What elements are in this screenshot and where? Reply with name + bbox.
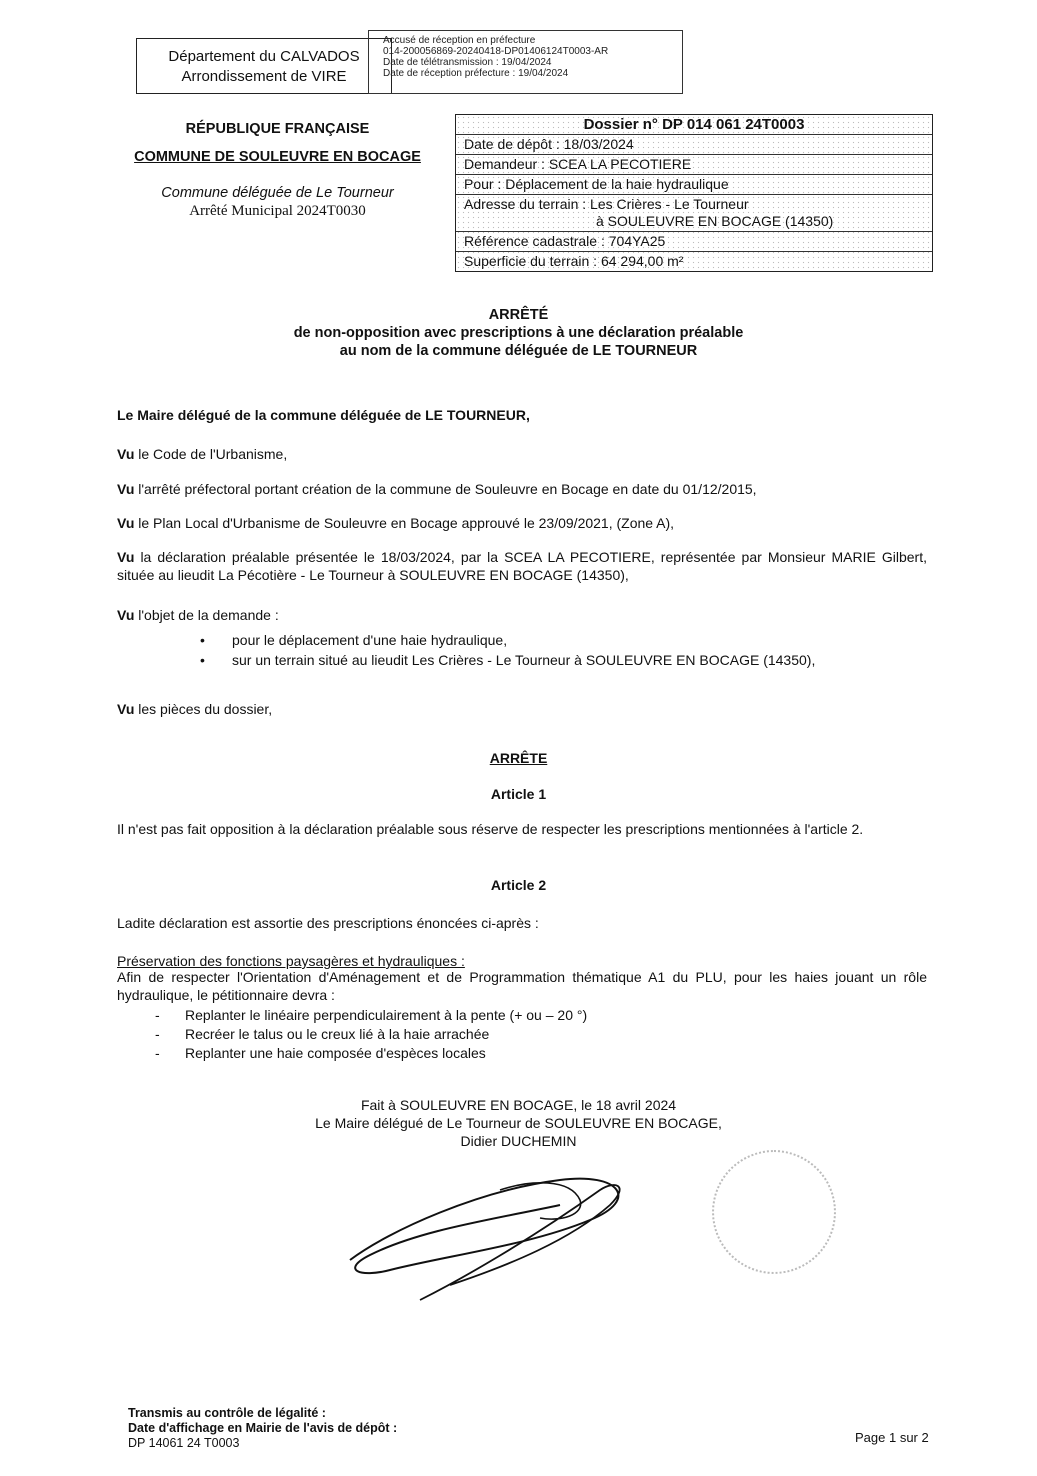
article-1-text: Il n'est pas fait opposition à la déclaration préalable sous réserve de respecter les prescriptions mentionnées à l'article 2. [117, 821, 864, 837]
left-header [100, 120, 455, 220]
commune-deleguee-label: Commune déléguée de Le Tourneur [161, 185, 394, 201]
republique-label: RÉPUBLIQUE FRANÇAISE [185, 121, 370, 137]
dossier-adresse [456, 194, 932, 231]
vu-arrete-prefectoral [117, 480, 927, 498]
vu-word: Vu [117, 701, 135, 717]
document-title [0, 306, 1037, 360]
maire-line: Le Maire délégué de la commune déléguée de LE TOURNEUR, [117, 407, 530, 423]
footer-dossier-ref: DP 14061 24 T0003 [128, 1436, 240, 1450]
dossier-adresse-line-2: à SOULEUVRE EN BOCAGE (14350) [596, 213, 834, 229]
arrete-heading [0, 750, 1037, 766]
dossier-table [455, 114, 933, 272]
vu-code-urbanisme [117, 445, 927, 463]
vu-word: Vu [117, 549, 135, 565]
preservation-title: Préservation des fonctions paysagères et hydrauliques : [117, 953, 465, 969]
article-2-title: Article 2 [490, 877, 547, 893]
arrete-municipal-label: Arrêté Municipal 2024T0030 [189, 203, 366, 219]
departement-label: Département du CALVADOS [168, 48, 360, 65]
vu-text: les pièces du dossier, [138, 701, 273, 717]
footer [128, 1406, 397, 1451]
receipt-line-4: Date de réception préfecture : 19/04/2024 [383, 68, 569, 79]
list-item: • sur un terrain situé au lieudit Les Crières - Le Tourneur à SOULEUVRE EN BOCAGE (14350), [200, 650, 815, 670]
receipt-line-1: Accusé de réception en préfecture [383, 35, 536, 46]
dossier-superficie: Superficie du terrain : 64 294,00 m² [456, 251, 932, 271]
vu-text: le Plan Local d'Urbanisme de Souleuvre en Bocage approuvé le 23/09/2021, (Zone A), [138, 515, 675, 531]
official-seal [712, 1150, 836, 1274]
list-item: - Replanter une haie composée d'espèces locales [155, 1044, 587, 1063]
title-line-1: ARRÊTÉ [488, 307, 549, 323]
vu-plu [117, 514, 927, 532]
arrete-heading-text: ARRÊTE [489, 750, 548, 766]
vu-word: Vu [117, 481, 135, 497]
vu-text: la déclaration préalable présentée le 18/03/2024, par la SCEA LA PECOTIERE, représentée par Monsieur MARIE Gilbert, située au lieudit La Pécotière - Le Tourneur à SOULEUVRE EN BOCAGE (14350), [117, 549, 927, 583]
dossier-reference: Référence cadastrale : 704YA25 [456, 231, 932, 251]
receipt-stamp [368, 30, 683, 94]
dossier-date-depot: Date de dépôt : 18/03/2024 [456, 134, 932, 154]
commune-label: COMMUNE DE SOULEUVRE EN BOCAGE [134, 149, 421, 165]
departement-box [136, 38, 392, 94]
fait-a-line: Fait à SOULEUVRE EN BOCAGE, le 18 avril 2024 [360, 1097, 677, 1113]
prescriptions-list [155, 1006, 587, 1063]
footer-affichage: Date d'affichage en Mairie de l'avis de dépôt : [128, 1421, 398, 1435]
title-line-3: au nom de la commune déléguée de LE TOURNEUR [339, 343, 698, 359]
vu-word: Vu [117, 515, 135, 531]
vu-text: l'arrêté préfectoral portant création de la commune de Souleuvre en Bocage en date du 01/12/2015, [138, 481, 757, 497]
vu-text: l'objet de la demande : [138, 607, 279, 623]
vu-word: Vu [117, 446, 135, 462]
vu-text: le Code de l'Urbanisme, [138, 446, 288, 462]
vu-word: Vu [117, 607, 135, 623]
article-1-title: Article 1 [490, 786, 547, 802]
page-number: Page 1 sur 2 [855, 1430, 929, 1445]
title-line-2: de non-opposition avec prescriptions à une déclaration préalable [293, 325, 744, 341]
preservation-text: Afin de respecter l'Orientation d'Aménagement et de Programmation thématique A1 du PLU, pour les haies jouant un rôle hydraulique, le pétitionnaire devra : [117, 969, 927, 1003]
maire-name: Didier DUCHEMIN [460, 1133, 577, 1149]
arrondissement-label: Arrondissement de VIRE [181, 68, 347, 85]
receipt-line-2: 014-200056869-20240418-DP01406124T0003-AR [383, 46, 609, 57]
vu-declaration [117, 548, 927, 584]
list-item: - Replanter le linéaire perpendiculairement à la pente (+ ou – 20 °) [155, 1006, 587, 1025]
dossier-demandeur: Demandeur : SCEA LA PECOTIERE [456, 154, 932, 174]
handwritten-signature [330, 1160, 650, 1320]
receipt-line-3: Date de télétransmission : 19/04/2024 [383, 57, 552, 68]
article-2-intro: Ladite déclaration est assortie des prescriptions énoncées ci-après : [117, 915, 539, 931]
dossier-adresse-line-1: Adresse du terrain : Les Crières - Le Tourneur [464, 196, 749, 212]
dossier-pour: Pour : Déplacement de la haie hydraulique [456, 174, 932, 194]
vu-pieces [117, 700, 927, 718]
objet-list [200, 630, 815, 670]
vu-objet [117, 606, 927, 624]
list-item: • pour le déplacement d'une haie hydraulique, [200, 630, 815, 650]
signature-block [0, 1096, 1037, 1150]
footer-legalite: Transmis au contrôle de légalité : [128, 1406, 326, 1420]
dossier-number: Dossier n° DP 014 061 24T0003 [583, 116, 805, 133]
list-item: - Recréer le talus ou le creux lié à la haie arrachée [155, 1025, 587, 1044]
maire-title-line: Le Maire délégué de Le Tourneur de SOULEUVRE EN BOCAGE, [315, 1115, 722, 1131]
